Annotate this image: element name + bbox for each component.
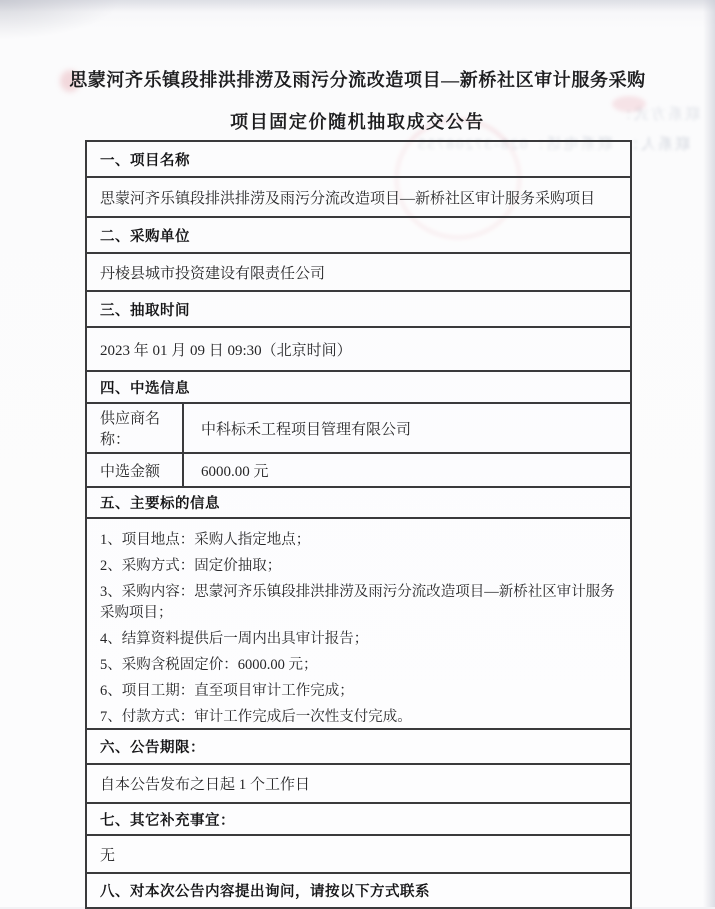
section6-heading-text: 六、公告期限： xyxy=(100,740,205,756)
section3-content-row xyxy=(87,328,630,372)
bleedthrough-text: 联系方式： xyxy=(614,107,700,123)
amount-label: 中选金额 xyxy=(87,454,184,486)
notice-period-text: 自本公告发布之日起 1 个工作日 xyxy=(100,777,311,793)
project-name-text: 思蒙河齐乐镇段排洪排涝及雨污分流改造项目—新桥社区审计服务采购项目 xyxy=(100,190,596,207)
section3-heading-text: 三、抽取时间 xyxy=(100,302,190,319)
amount-value: 6000.00 元 xyxy=(201,463,269,480)
document-title-line1: 思蒙河齐乐镇段排洪排涝及雨污分流改造项目—新桥社区审计服务采购 xyxy=(69,70,646,90)
section7-heading-row xyxy=(87,804,630,836)
section5-content-row xyxy=(87,519,630,730)
detail-item-6: 6、项目工期：直至项目审计工作完成； xyxy=(100,682,354,699)
supplier-value: 中科标禾工程项目管理有限公司 xyxy=(201,421,412,438)
section1-heading-text: 一、项目名称 xyxy=(100,152,190,169)
detail-item-7: 7、付款方式：审计工作完成后一次性支付完成。 xyxy=(100,708,412,725)
supplement-text: 无 xyxy=(100,847,116,864)
section5-heading-row xyxy=(87,488,630,519)
section3-heading-row xyxy=(87,292,630,328)
section1-heading-row xyxy=(87,142,630,178)
document-title-line2: 项目固定价随机抽取成交公告 xyxy=(230,112,485,132)
scan-edge-corner xyxy=(0,0,120,40)
notice-table xyxy=(85,140,632,909)
detail-item-3: 3、采购内容：思蒙河齐乐镇段排洪排涝及雨污分流改造项目—新桥社区审计服务采购项目； xyxy=(100,584,615,621)
section2-heading-row xyxy=(87,218,630,254)
section2-content-row xyxy=(87,254,630,292)
section8-heading-text: 八、对本次公告内容提出询问，请按以下方式联系 xyxy=(100,884,430,900)
detail-item-4: 4、结算资料提供后一周内出具审计报告； xyxy=(100,630,369,647)
detail-item-2: 2、采购方式：固定价抽取； xyxy=(100,558,282,574)
scan-edge-right xyxy=(703,0,715,907)
section6-content-row xyxy=(87,765,630,804)
section5-heading-text: 五、主要标的信息 xyxy=(100,496,220,512)
bleedthrough-text: 联系人： 联系电话：028-37208755 xyxy=(416,137,690,153)
draw-time-text: 2023 年 01 月 09 日 09:30（北京时间） xyxy=(100,342,352,359)
purchaser-text: 丹棱县城市投资建设有限责任公司 xyxy=(100,265,326,282)
section8-heading-row xyxy=(87,874,630,907)
amount-row xyxy=(87,454,630,488)
section4-heading-row xyxy=(87,372,630,404)
section4-heading-text: 四、中选信息 xyxy=(100,380,190,397)
section7-heading-text: 七、其它补充事宜： xyxy=(100,812,235,829)
supplier-row xyxy=(87,404,630,454)
section7-content-row xyxy=(87,836,630,874)
detail-item-5: 5、采购含税固定价：6000.00 元； xyxy=(100,656,318,673)
supplier-label: 供应商名称： xyxy=(87,404,184,452)
section6-heading-row xyxy=(87,730,630,765)
detail-item-1: 1、项目地点：采购人指定地点； xyxy=(100,532,311,548)
section2-heading-text: 二、采购单位 xyxy=(100,228,190,245)
section1-content-row xyxy=(87,178,630,218)
